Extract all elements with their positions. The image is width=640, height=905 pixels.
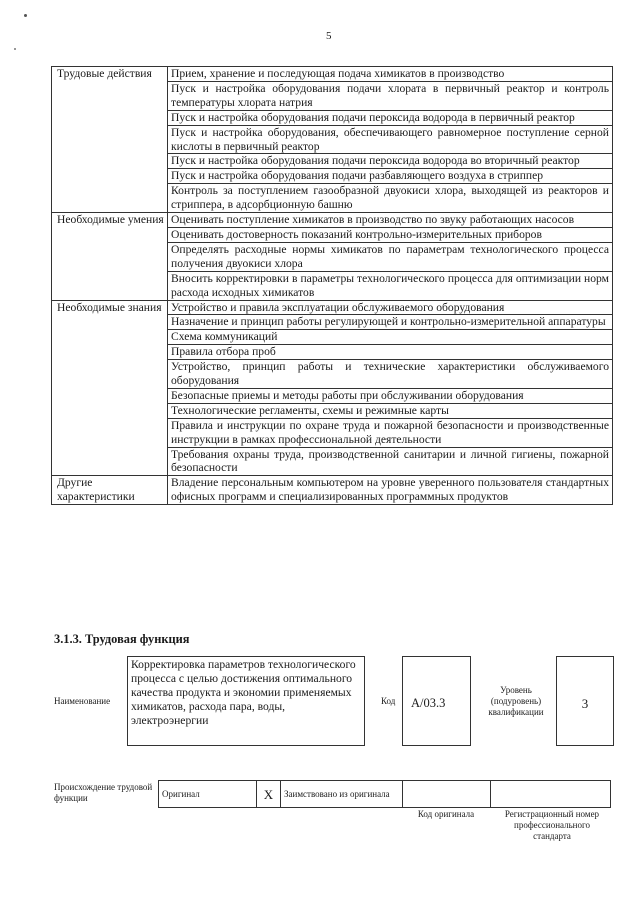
category-labor-actions: Трудовые действия [52, 67, 168, 213]
table-cell: Прием, хранение и последующая подача химикатов в производство [168, 67, 613, 82]
table-cell: Назначение и принцип работы регулирующей и контрольно-измерительной аппаратуры [168, 315, 613, 330]
labor-function-table [51, 66, 613, 505]
table-cell: Технологические регламенты, схемы и режимные карты [168, 403, 613, 418]
table-cell: Требования охраны труда, производственной санитарии и личной гигиены, пожарной безопасности [168, 447, 613, 476]
table-cell: Правила отбора проб [168, 345, 613, 360]
table-cell: Контроль за поступлением газообразной двуокиси хлора, выходящей из реакторов и стриппера, в адсорбционную башню [168, 184, 613, 213]
reg-number-caption: Регистрационный номер профессионального стандарта [504, 809, 600, 841]
table-cell: Безопасные приемы и методы работы при обслуживании оборудования [168, 388, 613, 403]
origin-borrowed: Заимствовано из оригинала [281, 781, 403, 808]
table-cell: Пуск и настройка оборудования подачи пероксида водорода в первичный реактор [168, 110, 613, 125]
category-skills: Необходимые умения [52, 213, 168, 300]
table-cell: Оценивать поступление химикатов в производство по звуку работающих насосов [168, 213, 613, 228]
scan-speck [24, 14, 27, 17]
table-cell: Устройство, принцип работы и технические характеристики обслуживаемого оборудования [168, 360, 613, 389]
origin-original: Оригинал [159, 781, 257, 808]
origin-table [158, 780, 611, 808]
level-value: 3 [556, 656, 614, 746]
origin-label: Происхождение трудовой функции [54, 782, 153, 803]
function-name-box: Корректировка параметров технологического процесса с целью достижения оптимального качества продукта и экономии применяемых химикатов, расхода пара, воды, электроэнергии [127, 656, 365, 746]
table-cell: Вносить корректировки в параметры технологического процесса для оптимизации норм расхода исходных химикатов [168, 271, 613, 300]
scan-speck [14, 48, 16, 50]
table-cell: Пуск и настройка оборудования подачи пероксида водорода во вторичный реактор [168, 154, 613, 169]
code-original-caption: Код оригинала [417, 809, 475, 819]
table-cell: Оценивать достоверность показаний контрольно-измерительных приборов [168, 227, 613, 242]
table-cell: Определять расходные нормы химикатов по параметрам технологического процесса получения двуокиси хлора [168, 242, 613, 271]
table-cell: Схема коммуникаций [168, 330, 613, 345]
table-cell: Пуск и настройка оборудования подачи разбавляющего воздуха в стриппер [168, 169, 613, 184]
origin-code-cell [403, 781, 491, 808]
code-label: Код [381, 696, 396, 706]
page-number: 5 [326, 30, 332, 42]
table-cell: Устройство и правила эксплуатации обслуживаемого оборудования [168, 300, 613, 315]
code-value: А/03.3 [402, 656, 471, 746]
origin-reg-cell [491, 781, 611, 808]
category-other: Другие характеристики [52, 476, 168, 505]
origin-mark: X [257, 781, 281, 808]
table-cell: Правила и инструкции по охране труда и пожарной безопасности и производственные инструкции в рамках профессиональной деятельности [168, 418, 613, 447]
table-cell: Пуск и настройка оборудования подачи хлората в первичный реактор и контроль температуры хлората натрия [168, 81, 613, 110]
table-cell: Пуск и настройка оборудования, обеспечивающего равномерное поступление серной кислоты в первичный реактор [168, 125, 613, 154]
name-label: Наименование [54, 696, 111, 706]
table-cell: Владение персональным компьютером на уровне уверенного пользователя стандартных офисных программ и специализированных программных продуктов [168, 476, 613, 505]
section-heading: 3.1.3. Трудовая функция [54, 632, 190, 646]
level-label: Уровень (подуровень) квалификации [488, 685, 544, 717]
category-knowledge: Необходимые знания [52, 300, 168, 476]
